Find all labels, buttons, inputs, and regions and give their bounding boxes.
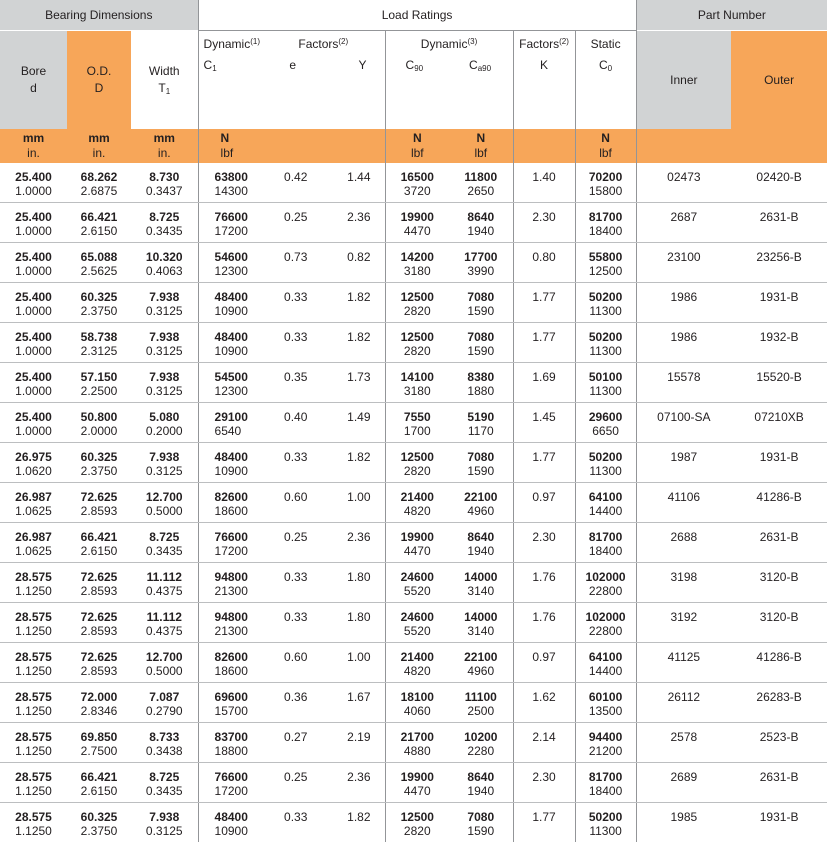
inner-part-cell: 41106 <box>636 483 731 523</box>
bore-cell: 25.400 1.0000 <box>0 203 67 243</box>
ca90-cell: 22100 4960 <box>449 643 513 683</box>
c0-cell: 70200 15800 <box>575 163 636 203</box>
bore-cell: 25.400 1.0000 <box>0 323 67 363</box>
width-cell: 8.725 0.3435 <box>131 763 198 803</box>
c1-cell: 48400 10900 <box>198 443 262 483</box>
e-cell: 0.33 <box>262 443 325 483</box>
bore-cell: 26.975 1.0620 <box>0 443 67 483</box>
y-cell: 1.73 <box>325 363 385 403</box>
outer-part-cell: 1931-B <box>731 283 827 323</box>
c1-cell: 63800 14300 <box>198 163 262 203</box>
k-cell: 0.97 <box>513 643 575 683</box>
od-cell: 66.421 2.6150 <box>67 763 131 803</box>
ca90-cell: 7080 1590 <box>449 803 513 842</box>
inner-part-cell: 1986 <box>636 283 731 323</box>
c0-cell: 50200 11300 <box>575 323 636 363</box>
part-number-heading: Part Number <box>636 0 827 31</box>
y-cell: 1.49 <box>325 403 385 443</box>
units-row <box>0 129 827 163</box>
outer-part-cell: 07210XB <box>731 403 827 443</box>
y-cell: 1.82 <box>325 283 385 323</box>
c1-cell: 83700 18800 <box>198 723 262 763</box>
c1-cell: 82600 18600 <box>198 643 262 683</box>
bore-cell: 28.575 1.1250 <box>0 683 67 723</box>
width-cell: 7.938 0.3125 <box>131 283 198 323</box>
inner-part-cell: 23100 <box>636 243 731 283</box>
k-cell: 1.76 <box>513 603 575 643</box>
c0-cell: 64100 14400 <box>575 483 636 523</box>
width-cell: 7.938 0.3125 <box>131 363 198 403</box>
table-row <box>0 563 827 603</box>
y-cell: 1.44 <box>325 163 385 203</box>
c90-heading: $C_{90}$ <box>386 57 450 74</box>
k-cell: 2.30 <box>513 523 575 563</box>
width-cell: 8.733 0.3438 <box>131 723 198 763</box>
ca90-cell: 8640 1940 <box>449 203 513 243</box>
width-cell: 12.700 0.5000 <box>131 483 198 523</box>
width-cell: 8.725 0.3435 <box>131 203 198 243</box>
ca90-cell: 22100 4960 <box>449 483 513 523</box>
e-cell: 0.42 <box>262 163 325 203</box>
y-cell: 1.80 <box>325 603 385 643</box>
ca90-cell: 11100 2500 <box>449 683 513 723</box>
table-row <box>0 683 827 723</box>
c1-units: N lbf <box>198 129 262 163</box>
table-row <box>0 803 827 842</box>
outer-part-cell: 41286-B <box>731 483 827 523</box>
inner-heading: Inner <box>636 31 731 130</box>
dynamic1-heading: Dynamic$^{(1)}$ $C_1$ <box>198 31 262 130</box>
bore-cell: 25.400 1.0000 <box>0 363 67 403</box>
c0-cell: 50200 11300 <box>575 443 636 483</box>
table-row <box>0 523 827 563</box>
inner-part-cell: 41125 <box>636 643 731 683</box>
c0-cell: 50100 11300 <box>575 363 636 403</box>
e-heading: e <box>262 57 323 74</box>
od-cell: 60.325 2.3750 <box>67 803 131 842</box>
width-heading: Width $T_1$ <box>131 31 198 130</box>
e-cell: 0.33 <box>262 323 325 363</box>
c90-units: N lbf <box>385 129 449 163</box>
c1-cell: 94800 21300 <box>198 603 262 643</box>
inner-part-cell: 1985 <box>636 803 731 842</box>
c90-cell: 12500 2820 <box>385 803 449 842</box>
od-cell: 72.625 2.8593 <box>67 483 131 523</box>
od-cell: 72.000 2.8346 <box>67 683 131 723</box>
dynamic3-heading: Dynamic$^{(3)}$ $C_{90}$ $C_{a90}$ <box>385 31 513 130</box>
k-cell: 1.77 <box>513 323 575 363</box>
c1-cell: 94800 21300 <box>198 563 262 603</box>
width-cell: 12.700 0.5000 <box>131 643 198 683</box>
table-row <box>0 163 827 203</box>
inner-part-cell: 1986 <box>636 323 731 363</box>
c1-cell: 48400 10900 <box>198 803 262 842</box>
e-cell: 0.33 <box>262 563 325 603</box>
c0-cell: 29600 6650 <box>575 403 636 443</box>
c1-cell: 29100 6540 <box>198 403 262 443</box>
table-row <box>0 723 827 763</box>
ca90-cell: 17700 3990 <box>449 243 513 283</box>
e-cell: 0.25 <box>262 203 325 243</box>
od-cell: 60.325 2.3750 <box>67 283 131 323</box>
bore-units: mm in. <box>0 129 67 163</box>
outer-part-cell: 2631-B <box>731 203 827 243</box>
bore-cell: 25.400 1.0000 <box>0 163 67 203</box>
inner-part-cell: 15578 <box>636 363 731 403</box>
width-cell: 7.938 0.3125 <box>131 803 198 842</box>
inner-part-cell: 3192 <box>636 603 731 643</box>
ca90-cell: 14000 3140 <box>449 563 513 603</box>
od-cell: 72.625 2.8593 <box>67 603 131 643</box>
bore-cell: 28.575 1.1250 <box>0 803 67 842</box>
c0-cell: 81700 18400 <box>575 203 636 243</box>
bore-cell: 28.575 1.1250 <box>0 563 67 603</box>
e-cell: 0.40 <box>262 403 325 443</box>
y-cell: 2.36 <box>325 763 385 803</box>
c90-cell: 21400 4820 <box>385 643 449 683</box>
k-cell: 2.30 <box>513 203 575 243</box>
table-row <box>0 203 827 243</box>
e-cell: 0.35 <box>262 363 325 403</box>
c1-cell: 82600 18600 <box>198 483 262 523</box>
ca90-cell: 5190 1170 <box>449 403 513 443</box>
c90-cell: 19900 4470 <box>385 203 449 243</box>
inner-part-cell: 2688 <box>636 523 731 563</box>
table-row <box>0 763 827 803</box>
width-cell: 7.938 0.3125 <box>131 443 198 483</box>
outer-part-cell: 1932-B <box>731 323 827 363</box>
inner-part-cell: 02473 <box>636 163 731 203</box>
ca90-cell: 7080 1590 <box>449 283 513 323</box>
k-cell: 0.97 <box>513 483 575 523</box>
bore-cell: 28.575 1.1250 <box>0 643 67 683</box>
ca90-cell: 14000 3140 <box>449 603 513 643</box>
bore-cell: 28.575 1.1250 <box>0 603 67 643</box>
outer-part-cell: 3120-B <box>731 603 827 643</box>
c1-cell: 54600 12300 <box>198 243 262 283</box>
c90-cell: 14100 3180 <box>385 363 449 403</box>
outer-part-cell: 23256-B <box>731 243 827 283</box>
c1-cell: 69600 15700 <box>198 683 262 723</box>
c1-cell: 76600 17200 <box>198 203 262 243</box>
e-cell: 0.27 <box>262 723 325 763</box>
inner-part-cell: 3198 <box>636 563 731 603</box>
bore-cell: 26.987 1.0625 <box>0 523 67 563</box>
e-cell: 0.33 <box>262 603 325 643</box>
od-cell: 58.738 2.3125 <box>67 323 131 363</box>
c0-cell: 81700 18400 <box>575 763 636 803</box>
y-cell: 1.67 <box>325 683 385 723</box>
ca90-cell: 8640 1940 <box>449 523 513 563</box>
table-row <box>0 483 827 523</box>
c90-cell: 7550 1700 <box>385 403 449 443</box>
bearing-dimensions-heading: Bearing Dimensions <box>0 0 198 31</box>
c0-cell: 64100 14400 <box>575 643 636 683</box>
c90-cell: 14200 3180 <box>385 243 449 283</box>
c0-cell: 50200 11300 <box>575 283 636 323</box>
c90-cell: 12500 2820 <box>385 283 449 323</box>
e-cell: 0.33 <box>262 283 325 323</box>
ca90-heading: $C_{a90}$ <box>449 57 513 74</box>
ca90-cell: 8380 1880 <box>449 363 513 403</box>
y-cell: 0.82 <box>325 243 385 283</box>
od-cell: 72.625 2.8593 <box>67 563 131 603</box>
table-body <box>0 163 827 842</box>
table-row <box>0 243 827 283</box>
c90-cell: 16500 3720 <box>385 163 449 203</box>
c0-cell: 102000 22800 <box>575 563 636 603</box>
inner-part-cell: 26112 <box>636 683 731 723</box>
inner-part-cell: 07100-SA <box>636 403 731 443</box>
outer-part-cell: 41286-B <box>731 643 827 683</box>
y-cell: 1.80 <box>325 563 385 603</box>
od-cell: 68.262 2.6875 <box>67 163 131 203</box>
y-cell: 2.36 <box>325 203 385 243</box>
e-cell: 0.60 <box>262 483 325 523</box>
c1-cell: 54500 12300 <box>198 363 262 403</box>
outer-part-cell: 26283-B <box>731 683 827 723</box>
c1-cell: 48400 10900 <box>198 323 262 363</box>
od-cell: 72.625 2.8593 <box>67 643 131 683</box>
bore-cell: 25.400 1.0000 <box>0 403 67 443</box>
e-cell: 0.60 <box>262 643 325 683</box>
c90-cell: 12500 2820 <box>385 323 449 363</box>
table-row <box>0 363 827 403</box>
y-cell: 2.36 <box>325 523 385 563</box>
od-heading: O.D. D <box>67 31 131 130</box>
inner-part-cell: 1987 <box>636 443 731 483</box>
c90-cell: 24600 5520 <box>385 563 449 603</box>
outer-part-cell: 1931-B <box>731 803 827 842</box>
e-cell: 0.25 <box>262 763 325 803</box>
static-heading: Static $C_0$ <box>575 31 636 130</box>
od-units: mm in. <box>67 129 131 163</box>
ca90-cell: 10200 2280 <box>449 723 513 763</box>
outer-part-cell: 15520-B <box>731 363 827 403</box>
c0-units: N lbf <box>575 129 636 163</box>
y-cell: 1.00 <box>325 643 385 683</box>
outer-heading: Outer <box>731 31 827 130</box>
e-cell: 0.36 <box>262 683 325 723</box>
c90-cell: 21400 4820 <box>385 483 449 523</box>
k-cell: 1.77 <box>513 803 575 842</box>
width-cell: 5.080 0.2000 <box>131 403 198 443</box>
factors-k-heading: Factors$^{(2)}$ K <box>513 31 575 130</box>
inner-part-cell: 2689 <box>636 763 731 803</box>
k-cell: 1.76 <box>513 563 575 603</box>
k-cell: 2.30 <box>513 763 575 803</box>
outer-part-cell: 02420-B <box>731 163 827 203</box>
ca90-cell: 8640 1940 <box>449 763 513 803</box>
c0-cell: 81700 18400 <box>575 523 636 563</box>
e-cell: 0.25 <box>262 523 325 563</box>
width-cell: 11.112 0.4375 <box>131 563 198 603</box>
width-units: mm in. <box>131 129 198 163</box>
inner-part-cell: 2687 <box>636 203 731 243</box>
od-cell: 50.800 2.0000 <box>67 403 131 443</box>
od-cell: 66.421 2.6150 <box>67 203 131 243</box>
table-row <box>0 403 827 443</box>
inner-part-cell: 2578 <box>636 723 731 763</box>
y-cell: 1.82 <box>325 803 385 842</box>
c90-cell: 19900 4470 <box>385 523 449 563</box>
od-cell: 66.421 2.6150 <box>67 523 131 563</box>
y-cell: 2.19 <box>325 723 385 763</box>
bore-cell: 28.575 1.1250 <box>0 763 67 803</box>
bore-cell: 26.987 1.0625 <box>0 483 67 523</box>
ca90-cell: 7080 1590 <box>449 323 513 363</box>
ca90-cell: 7080 1590 <box>449 443 513 483</box>
od-cell: 69.850 2.7500 <box>67 723 131 763</box>
width-cell: 11.112 0.4375 <box>131 603 198 643</box>
k-cell: 1.45 <box>513 403 575 443</box>
c1-cell: 76600 17200 <box>198 523 262 563</box>
k-cell: 1.77 <box>513 283 575 323</box>
ca90-cell: 11800 2650 <box>449 163 513 203</box>
load-ratings-heading: Load Ratings <box>198 0 636 31</box>
width-cell: 10.320 0.4063 <box>131 243 198 283</box>
bore-cell: 25.400 1.0000 <box>0 243 67 283</box>
c90-cell: 21700 4880 <box>385 723 449 763</box>
k-cell: 2.14 <box>513 723 575 763</box>
bore-cell: 28.575 1.1250 <box>0 723 67 763</box>
table-row <box>0 323 827 363</box>
c0-cell: 50200 11300 <box>575 803 636 842</box>
c90-cell: 18100 4060 <box>385 683 449 723</box>
e-cell: 0.73 <box>262 243 325 283</box>
table-row <box>0 643 827 683</box>
y-cell: 1.00 <box>325 483 385 523</box>
od-cell: 65.088 2.5625 <box>67 243 131 283</box>
bore-cell: 25.400 1.0000 <box>0 283 67 323</box>
outer-part-cell: 2631-B <box>731 523 827 563</box>
y-cell: 1.82 <box>325 323 385 363</box>
ca90-units: N lbf <box>449 129 513 163</box>
bore-heading: Bore d <box>0 31 67 130</box>
factors-e-y-heading: Factors$^{(2)}$ e Y <box>262 31 385 130</box>
table-row <box>0 443 827 483</box>
outer-part-cell: 2631-B <box>731 763 827 803</box>
table-row <box>0 603 827 643</box>
c0-cell: 94400 21200 <box>575 723 636 763</box>
width-cell: 8.725 0.3435 <box>131 523 198 563</box>
width-cell: 7.087 0.2790 <box>131 683 198 723</box>
outer-part-cell: 3120-B <box>731 563 827 603</box>
c90-cell: 19900 4470 <box>385 763 449 803</box>
k-cell: 1.69 <box>513 363 575 403</box>
k-cell: 1.40 <box>513 163 575 203</box>
width-cell: 8.730 0.3437 <box>131 163 198 203</box>
c0-cell: 55800 12500 <box>575 243 636 283</box>
outer-part-cell: 1931-B <box>731 443 827 483</box>
c1-cell: 76600 17200 <box>198 763 262 803</box>
k-cell: 0.80 <box>513 243 575 283</box>
y-heading: Y <box>323 57 384 74</box>
width-cell: 7.938 0.3125 <box>131 323 198 363</box>
c90-cell: 24600 5520 <box>385 603 449 643</box>
c0-cell: 102000 22800 <box>575 603 636 643</box>
c1-cell: 48400 10900 <box>198 283 262 323</box>
table-row <box>0 283 827 323</box>
k-cell: 1.77 <box>513 443 575 483</box>
od-cell: 60.325 2.3750 <box>67 443 131 483</box>
c90-cell: 12500 2820 <box>385 443 449 483</box>
outer-part-cell: 2523-B <box>731 723 827 763</box>
e-cell: 0.33 <box>262 803 325 842</box>
y-cell: 1.82 <box>325 443 385 483</box>
k-cell: 1.62 <box>513 683 575 723</box>
od-cell: 57.150 2.2500 <box>67 363 131 403</box>
c0-cell: 60100 13500 <box>575 683 636 723</box>
